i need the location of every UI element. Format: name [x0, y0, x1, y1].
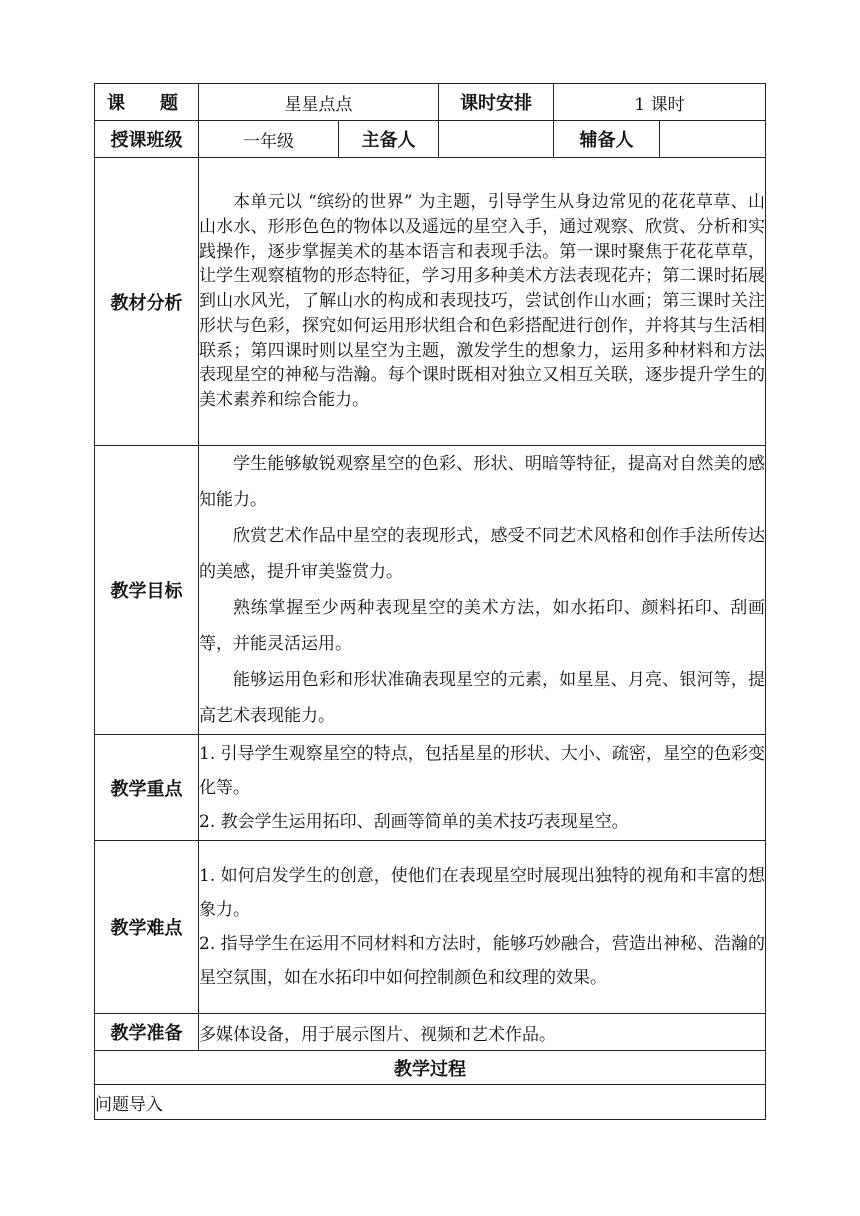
lead-label: 主备人	[339, 121, 439, 158]
process-intro: 问题导入	[95, 1085, 766, 1120]
row-prep	[95, 1014, 766, 1051]
class-value: 一年级	[199, 121, 339, 158]
subject-label-a: 课	[107, 93, 125, 114]
difficulties-label: 教学难点	[95, 841, 199, 1014]
prep-text: 多媒体设备，用于展示图片、视频和艺术作品。	[199, 1014, 766, 1051]
row-class	[95, 121, 766, 158]
row-keypoints	[95, 735, 766, 841]
keypoint-item: 2. 教会学生运用拓印、刮画等简单的美术技巧表现星空。	[199, 811, 629, 832]
goals-cell	[199, 446, 766, 735]
lesson-plan-table	[94, 83, 766, 1120]
assist-value	[660, 121, 766, 158]
row-analysis	[95, 158, 766, 446]
prep-label: 教学准备	[95, 1014, 199, 1051]
keypoint-item: 1. 引导学生观察星空的特点，包括星星的形状、大小、疏密，星空的色彩变化等。	[199, 743, 766, 798]
hours-label: 课时安排	[439, 84, 554, 121]
subject-value: 星星点点	[199, 84, 439, 121]
row-difficulties	[95, 841, 766, 1014]
analysis-cell	[199, 158, 766, 446]
subject-label-b: 题	[160, 93, 178, 114]
class-label: 授课班级	[95, 121, 199, 158]
row-process-intro	[95, 1085, 766, 1120]
goal-item: 熟练掌握至少两种表现星空的美术方法，如水拓印、颜料拓印、刮画等，并能灵活运用。	[199, 598, 766, 654]
goal-item: 学生能够敏锐观察星空的色彩、形状、明暗等特征，提高对自然美的感知能力。	[199, 454, 766, 510]
lead-value	[439, 121, 554, 158]
analysis-label: 教材分析	[95, 158, 199, 446]
goal-item: 能够运用色彩和形状准确表现星空的元素，如星星、月亮、银河等，提高艺术表现能力。	[199, 670, 766, 726]
row-process-heading	[95, 1051, 766, 1085]
process-heading: 教学过程	[95, 1051, 766, 1085]
hours-value: 1 课时	[554, 84, 766, 121]
keypoints-label: 教学重点	[95, 735, 199, 841]
row-subject	[95, 84, 766, 121]
difficulties-cell	[199, 841, 766, 1014]
row-goals	[95, 446, 766, 735]
subject-label-cell	[95, 84, 199, 121]
difficulty-item: 1. 如何启发学生的创意，使他们在表现星空时展现出独特的视角和丰富的想象力。	[199, 866, 766, 920]
goal-item: 欣赏艺术作品中星空的表现形式，感受不同艺术风格和创作手法所传达的美感，提升审美鉴赏力。	[199, 526, 766, 582]
analysis-text: 本单元以 “缤纷的世界” 为主题，引导学生从身边常见的花花草草、山山水水、形形色色的物体以及遥远的星空入手，通过观察、欣赏、分析和实践操作，逐步掌握美术的基本语言和表现手法。第一课时聚焦于花花草草，让学生观察植物的形态特征，学习用多种美术方法表现花卉；第二课时拓展到山水风光，了解山水的构成和表现技巧，尝试创作山水画；第三课时关注形状与色彩，探究如何运用形状组合和色彩搭配进行创作，并将其与生活相联系；第四课时则以星空为主题，激发学生的想象力，运用多种材料和方法表现星空的神秘与浩瀚。每个课时既相对独立又相互关联，逐步提升学生的美术素养和综合能力。	[199, 191, 766, 411]
difficulty-item: 2. 指导学生在运用不同材料和方法时，能够巧妙融合，营造出神秘、浩瀚的星空氛围，如在水拓印中如何控制颜色和纹理的效果。	[199, 934, 766, 988]
assist-label: 辅备人	[554, 121, 660, 158]
goals-label: 教学目标	[95, 446, 199, 735]
keypoints-cell	[199, 735, 766, 841]
